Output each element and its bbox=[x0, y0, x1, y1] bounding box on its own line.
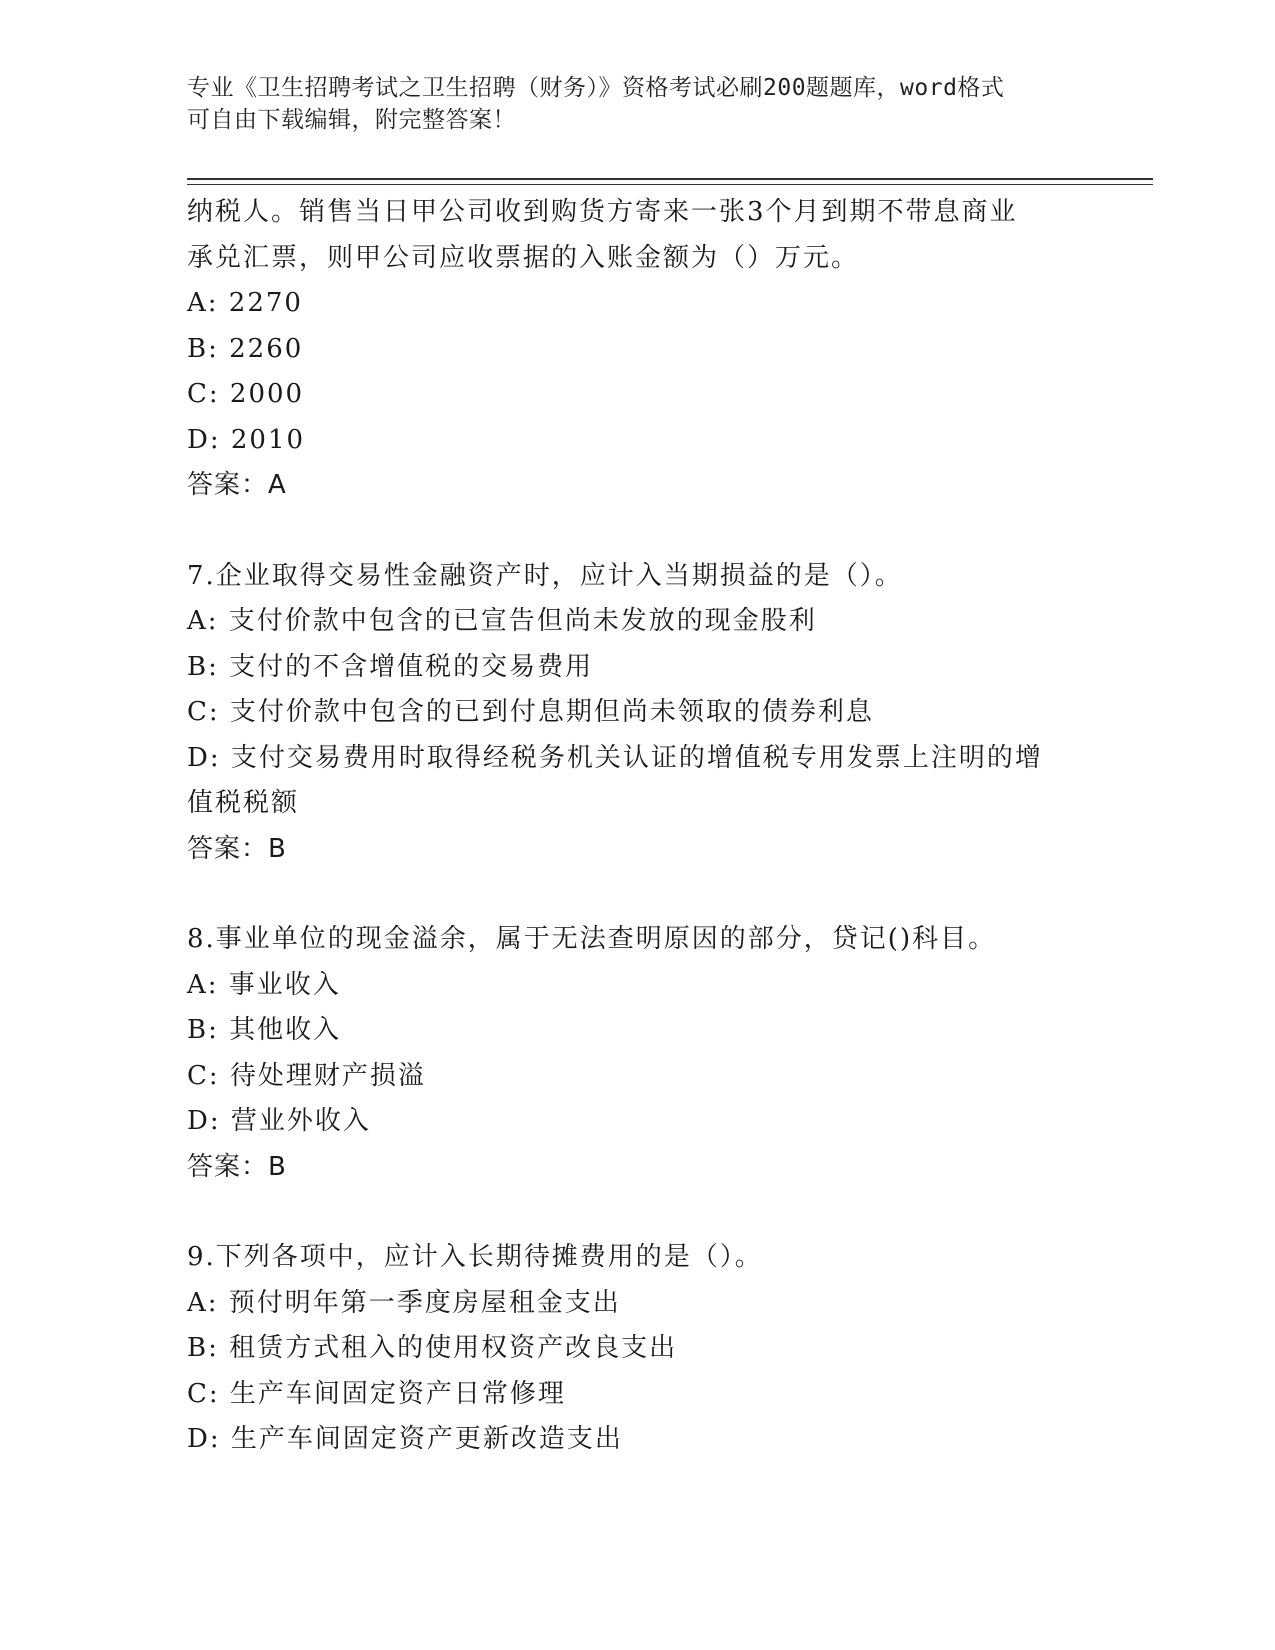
option-a: A: 支付价款中包含的已宣告但尚未发放的现金股利 bbox=[187, 606, 817, 636]
option-a: A: 预付明年第一季度房屋租金支出 bbox=[187, 1287, 621, 1318]
option-b: B: 2260 bbox=[187, 333, 304, 364]
option-c: C: 支付价款中包含的已到付息期但尚未领取的债券利息 bbox=[187, 697, 874, 727]
question-8 bbox=[187, 917, 1087, 1190]
question-list bbox=[187, 190, 1087, 1463]
option-d-continuation: 值税税额 bbox=[187, 788, 300, 818]
option-d: D: 2010 bbox=[187, 424, 306, 455]
question-stem: 7.企业取得交易性金融资产时，应计入当期损益的是（）。 bbox=[187, 560, 903, 591]
question-stem-line: 承兑汇票，则甲公司应收票据的入账金额为（）万元。 bbox=[187, 242, 860, 273]
header-divider-thick bbox=[187, 178, 1153, 180]
question-stem: 9.下列各项中，应计入长期待摊费用的是（）。 bbox=[187, 1242, 763, 1272]
header-divider-thin bbox=[187, 184, 1153, 185]
answer-line: 答案：B bbox=[187, 833, 287, 864]
option-c: C: 2000 bbox=[187, 379, 305, 409]
spacer bbox=[187, 872, 1087, 917]
option-d: D: 支付交易费用时取得经税务机关认证的增值税专用发票上注明的增 bbox=[187, 742, 1043, 773]
header-title-line-2: 可自由下载编辑，附完整答案！ bbox=[187, 107, 516, 133]
answer-line: 答案：A bbox=[187, 470, 287, 500]
option-b: B: 其他收入 bbox=[187, 1015, 342, 1045]
spacer bbox=[187, 509, 1087, 554]
option-b: B: 支付的不含增值税的交易费用 bbox=[187, 651, 594, 682]
option-d: D: 生产车间固定资产更新改造支出 bbox=[187, 1424, 623, 1454]
question-stem-line: 纳税人。销售当日甲公司收到购货方寄来一张3个月到期不带息商业 bbox=[187, 197, 1018, 227]
question-6 bbox=[187, 190, 1087, 509]
option-a: A: 2270 bbox=[187, 288, 303, 318]
option-a: A: 事业收入 bbox=[187, 969, 341, 1000]
question-7 bbox=[187, 554, 1087, 873]
option-b: B: 租赁方式租入的使用权资产改良支出 bbox=[187, 1333, 678, 1363]
question-stem: 8.事业单位的现金溢余，属于无法查明原因的部分，贷记()科目。 bbox=[187, 924, 997, 954]
document-header bbox=[187, 72, 1087, 136]
answer-line: 答案：B bbox=[187, 1151, 287, 1182]
header-title-line-1: 专业《卫生招聘考试之卫生招聘（财务）》资格考试必刷200题题库，word格式 bbox=[187, 75, 1005, 101]
spacer bbox=[187, 1190, 1087, 1235]
question-9 bbox=[187, 1235, 1087, 1463]
option-c: C: 生产车间固定资产日常修理 bbox=[187, 1378, 566, 1409]
option-c: C: 待处理财产损溢 bbox=[187, 1060, 426, 1091]
option-d: D: 营业外收入 bbox=[187, 1106, 371, 1136]
